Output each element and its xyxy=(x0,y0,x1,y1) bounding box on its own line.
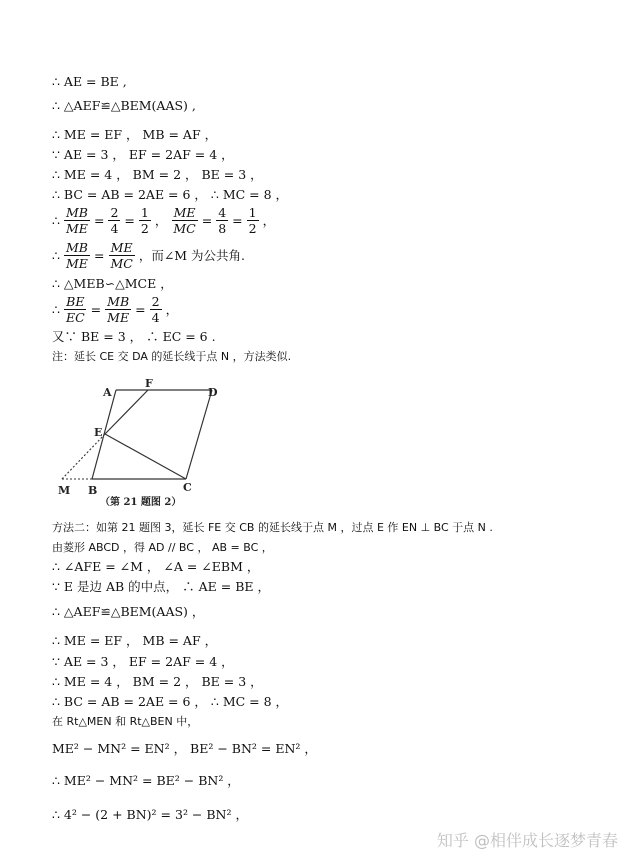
fraction xyxy=(171,205,197,236)
label-C: C xyxy=(183,481,192,494)
fraction xyxy=(150,294,162,325)
proof-line-bc: ∴ BC = AB = 2AE = 6 ， ∴ MC = 8 ， xyxy=(52,694,289,709)
denominator: 2 xyxy=(140,221,149,236)
proof-line-substitute: ∴ 4² − (2 + BN)² = 3² − BN² ， xyxy=(52,807,248,822)
label-A: A xyxy=(103,386,112,399)
denominator: 4 xyxy=(151,310,160,325)
fraction xyxy=(108,240,134,271)
proof-line-4: ∵ AE = 3 ， EF = 2AF = 4 ， xyxy=(52,147,234,162)
equals-sign: = xyxy=(232,212,243,228)
therefore-symbol: ∴ xyxy=(52,212,60,228)
denominator: ME xyxy=(107,310,130,325)
numerator: ME xyxy=(110,240,133,255)
denominator: 4 xyxy=(110,221,119,236)
segment-DC xyxy=(186,390,212,479)
fraction xyxy=(105,294,131,325)
proof-line-2: ∴ △AEF≌△BEM(AAS) , xyxy=(52,98,196,113)
fraction-line-3 xyxy=(52,294,178,325)
proof-line-1: ∴ AE = BE , xyxy=(52,74,127,89)
zhihu-watermark: 知乎 @相伴成长逐梦青春 xyxy=(436,831,618,850)
fraction xyxy=(64,294,87,325)
equals-sign: = xyxy=(201,212,213,228)
fraction xyxy=(108,205,120,236)
proof-line-lengths: ∴ ME = 4 ， BM = 2 ， BE = 3 ， xyxy=(52,674,263,689)
equals-sign: = xyxy=(93,247,105,263)
rhombus-figure xyxy=(50,374,240,510)
label-D: D xyxy=(208,386,218,399)
proof-line-rhombus: 由菱形 ABCD ，得 AD // BC ， AB = BC ， xyxy=(52,541,273,554)
denominator: ME xyxy=(65,256,88,271)
equals-sign: = xyxy=(135,301,146,317)
figure-caption: （第 21 题图 2） xyxy=(100,497,182,508)
denominator: ME xyxy=(65,221,88,236)
comma: ， xyxy=(262,212,276,228)
proof-line-3: ∴ ME = EF ， MB = AF ， xyxy=(52,127,218,142)
denominator: EC xyxy=(65,310,85,325)
label-B: B xyxy=(88,484,98,497)
numerator: MB xyxy=(65,240,88,255)
proof-line-congruent: ∴ △AEF≌△BEM(AAS) ， xyxy=(52,604,205,619)
label-M: M xyxy=(58,484,71,497)
proof-line-also: 又∵ BE = 3 ， ∴ EC = 6 . xyxy=(52,329,216,344)
numerator: 1 xyxy=(248,205,257,220)
proof-line-6: ∴ BC = AB = 2AE = 6 ， ∴ MC = 8 ， xyxy=(52,187,289,202)
method-two-heading: 方法二：如第 21 题图 3，延长 FE 交 CB 的延长线于点 M ，过点 E 作 EN ⊥ BC 于点 N . xyxy=(52,521,493,534)
fraction xyxy=(64,240,90,271)
proof-line-angles: ∴ ∠AFE = ∠M ， ∠A = ∠EBM ， xyxy=(52,559,260,574)
numerator: 2 xyxy=(151,294,160,309)
proof-line-given: ∵ AE = 3 ， EF = 2AF = 4 ， xyxy=(52,654,234,669)
fraction xyxy=(64,205,90,236)
equals-sign: = xyxy=(93,212,105,228)
proof-line-pythagoras: ME² − MN² = EN² ， BE² − BN² = EN² ， xyxy=(52,741,317,756)
proof-line-right-triangles: 在 Rt△MEN 和 Rt△BEN 中， xyxy=(52,715,199,728)
numerator: 1 xyxy=(140,205,149,220)
denominator: 2 xyxy=(248,221,257,236)
fraction xyxy=(216,205,228,236)
denominator: 8 xyxy=(218,221,227,236)
proof-line-midpoint: ∵ E 是边 AB 的中点， ∴ AE = BE ， xyxy=(52,579,270,594)
numerator: BE xyxy=(66,294,85,309)
fraction xyxy=(139,205,151,236)
similar-triangles-line: ∴ △MEB∽△MCE ， xyxy=(52,276,173,291)
proof-line-equate: ∴ ME² − MN² = BE² − BN² ， xyxy=(52,773,240,788)
numerator: MB xyxy=(65,205,88,220)
label-E: E xyxy=(94,426,103,439)
numerator: 4 xyxy=(218,205,227,220)
proof-line-sides: ∴ ME = EF ， MB = AF ， xyxy=(52,633,218,648)
therefore-symbol: ∴ xyxy=(52,301,60,317)
segment-EC xyxy=(105,434,186,479)
numerator: ME xyxy=(173,205,196,220)
label-F: F xyxy=(145,377,153,390)
common-angle-text: ，而∠M 为公共角. xyxy=(138,247,246,263)
fraction-line-1 xyxy=(52,205,275,236)
numerator: MB xyxy=(107,294,130,309)
comma: ， xyxy=(154,212,168,228)
therefore-symbol: ∴ xyxy=(52,247,60,263)
comma: ， xyxy=(165,301,179,317)
numerator: 2 xyxy=(110,205,119,220)
fraction xyxy=(247,205,259,236)
denominator: MC xyxy=(173,221,196,236)
note-line: 注：延长 CE 交 DA 的延长线于点 N ，方法类似. xyxy=(52,350,292,363)
equals-sign: = xyxy=(124,212,135,228)
equals-sign: = xyxy=(90,301,102,317)
denominator: MC xyxy=(110,256,133,271)
proof-line-5: ∴ ME = 4 ， BM = 2 ， BE = 3 ， xyxy=(52,167,263,182)
fraction-line-2 xyxy=(52,240,245,271)
